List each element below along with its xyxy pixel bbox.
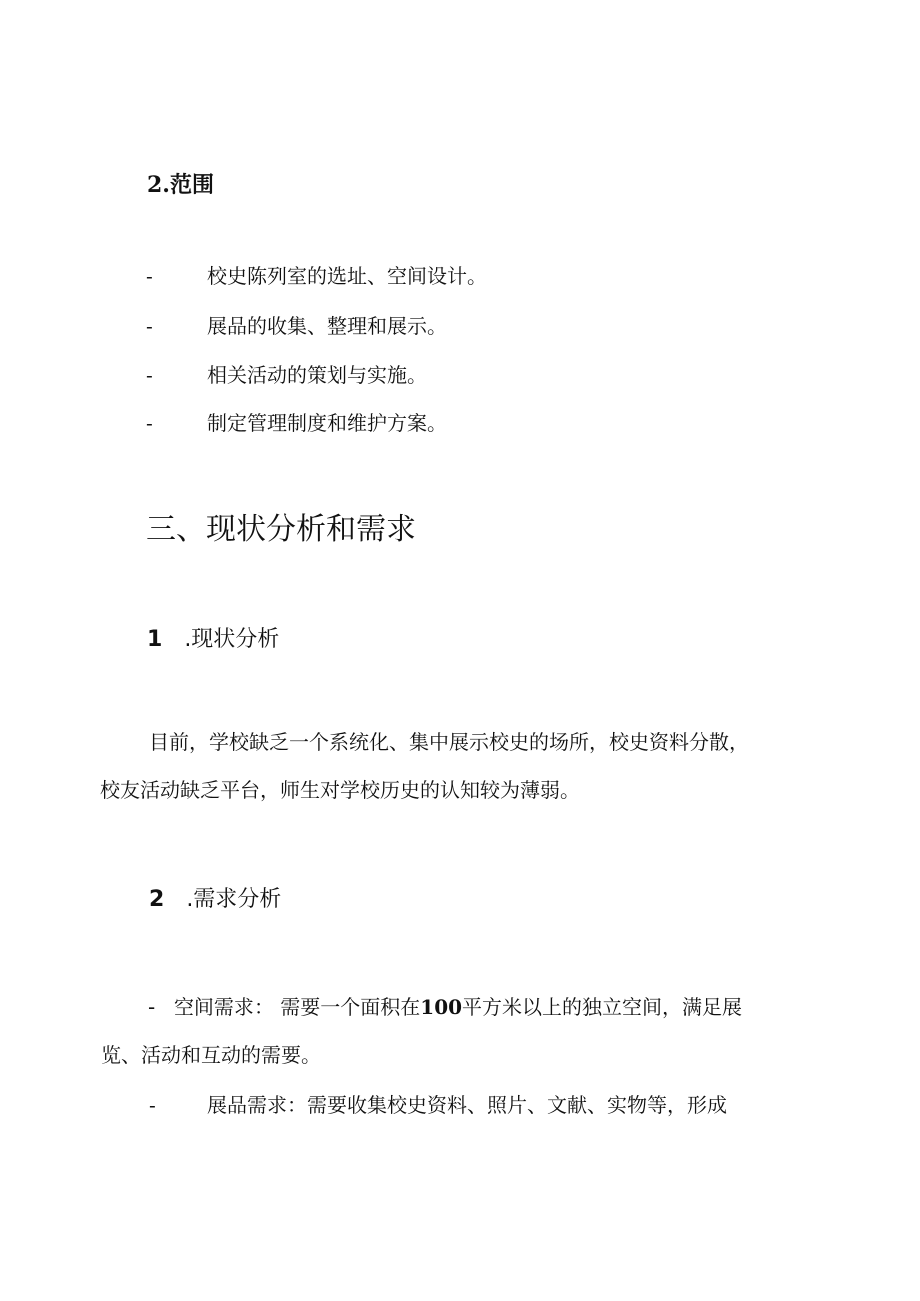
space-needs-label: 空间需求 (173, 995, 254, 1019)
scope-heading: 2.范围 (147, 172, 214, 198)
scope-item-1-text: 校史陈列室的选址、空间设计。 (207, 264, 487, 288)
scope-item-3-dash: - (146, 363, 153, 387)
status-analysis-title: .现状分析 (184, 627, 280, 652)
scope-item-4-dash: - (146, 411, 153, 435)
exhibit-needs-label: 展品需求 (207, 1093, 287, 1117)
status-analysis-heading (147, 626, 279, 654)
scope-item-2-text: 展品的收集、整理和展示。 (207, 314, 447, 338)
exhibit-needs-text: 需要收集校史资料、照片、文献、实物等，形成 (307, 1093, 727, 1117)
scope-item-2-dash: - (146, 314, 153, 338)
exhibit-needs-line-1 (207, 1091, 727, 1119)
space-needs-text-a: 需要一个面积在 (280, 995, 421, 1019)
needs-analysis-number: 2 (149, 887, 165, 912)
section-3-heading: 三、现状分析和需求 (146, 512, 416, 547)
scope-item-4-text: 制定管理制度和维护方案。 (207, 411, 447, 435)
status-analysis-number: 1 (147, 627, 163, 652)
needs-analysis-title: .需求分析 (186, 887, 282, 912)
space-needs-dash: - (148, 995, 156, 1019)
space-needs-line-1 (148, 993, 742, 1021)
status-paragraph-line-2: 校友活动缺乏平台，师生对学校历史的认知较为薄弱。 (100, 778, 580, 802)
scope-item-1-dash: - (146, 264, 153, 288)
exhibit-needs-dash: - (149, 1093, 156, 1117)
space-needs-text-b: 平方米以上的独立空间，满足展 (462, 995, 743, 1019)
needs-analysis-heading (149, 886, 281, 914)
exhibit-needs-colon: ： (287, 1093, 307, 1117)
space-needs-number: 100 (420, 995, 463, 1019)
space-needs-colon: ： (253, 995, 274, 1019)
scope-item-3-text: 相关活动的策划与实施。 (207, 363, 427, 387)
space-needs-line-2: 览、活动和互动的需要。 (101, 1043, 321, 1067)
status-paragraph-line-1: 目前，学校缺乏一个系统化、集中展示校史的场所，校史资料分散， (149, 730, 749, 754)
